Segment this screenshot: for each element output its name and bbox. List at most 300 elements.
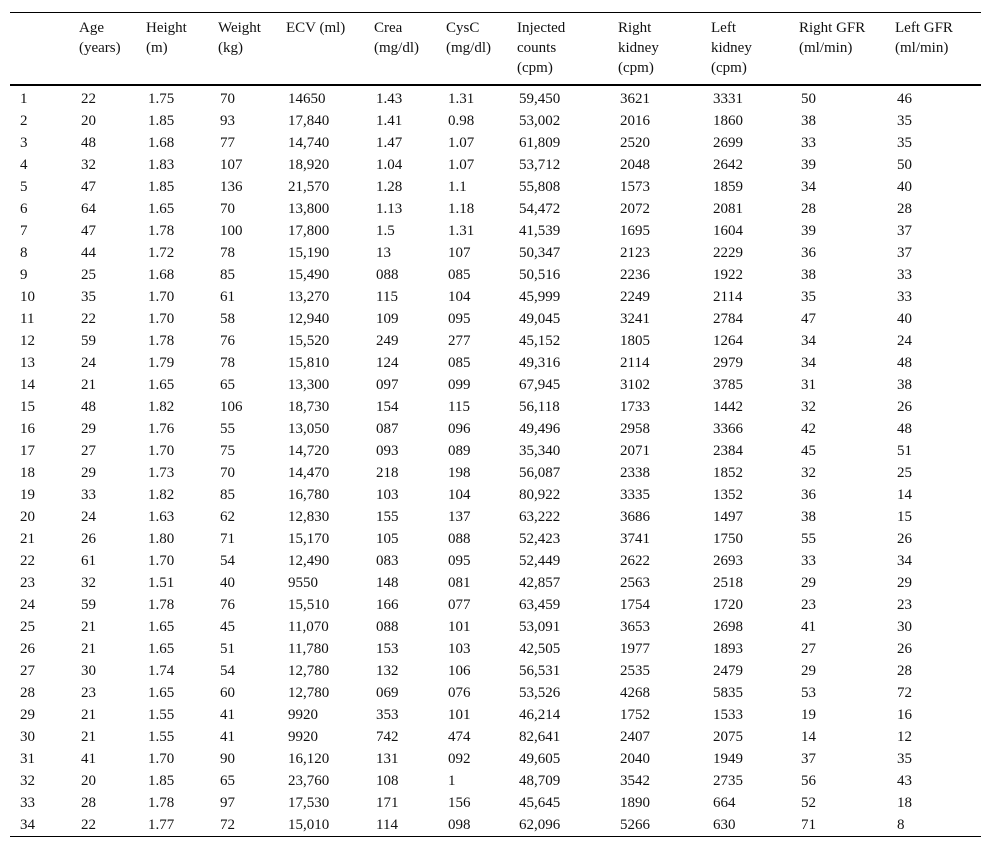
cell-injected-counts: 52,449: [519, 553, 561, 569]
cell-age: 48: [81, 135, 96, 151]
cell-left-gfr: 33: [897, 289, 912, 305]
cell-left-gfr: 28: [897, 201, 912, 217]
cell-age: 27: [81, 443, 96, 459]
table-row: [10, 154, 981, 176]
cell-left-gfr: 35: [897, 135, 912, 151]
cell-left-kidney: 2114: [713, 289, 743, 305]
cell-injected-counts: 42,857: [519, 575, 561, 591]
cell-weight: 107: [220, 157, 243, 173]
column-header-left-kidney: [703, 13, 791, 86]
cell-right-gfr: 41: [801, 619, 816, 635]
cell-left-gfr: 50: [897, 157, 912, 173]
cell-row-index: 19: [20, 487, 35, 503]
cell-right-gfr: 53: [801, 685, 816, 701]
table-row: [10, 220, 981, 242]
cell-crea: 132: [376, 663, 399, 679]
table-row: [10, 396, 981, 418]
cell-ecv: 17,800: [288, 223, 330, 239]
cell-height: 1.65: [148, 685, 175, 701]
cell-row-index: 34: [10, 814, 71, 837]
cell-right-gfr: 31: [801, 377, 816, 393]
cell-left-kidney: 1949: [713, 751, 743, 767]
column-header-right-gfr: [791, 13, 887, 86]
cell-height: 1.83: [148, 157, 175, 173]
cell-height: 1.70: [148, 311, 175, 327]
cell-ecv: 17,840: [288, 113, 330, 129]
cell-right-kidney: 2236: [620, 267, 650, 283]
table-row: [10, 110, 981, 132]
cell-left-kidney: 1852: [713, 465, 743, 481]
cell-crea: 108: [376, 773, 399, 789]
cell-row-index: 1: [20, 91, 28, 107]
cell-right-gfr: 36: [801, 487, 816, 503]
cell-cysc: 1: [448, 773, 456, 789]
cell-ecv: 15,170: [288, 531, 330, 547]
cell-right-gfr: 32: [801, 465, 816, 481]
cell-weight: 41: [220, 707, 235, 723]
cell-age: 59: [81, 597, 96, 613]
table-row: [10, 198, 981, 220]
cell-ecv: 13,050: [288, 421, 330, 437]
cell-weight: 40: [220, 575, 235, 591]
cell-row-index: 10: [20, 289, 35, 305]
cell-age: 61: [81, 553, 96, 569]
column-header-line: (ml/min): [799, 40, 853, 56]
cell-age: 20: [81, 773, 96, 789]
cell-height: 1.78: [148, 223, 175, 239]
cell-ecv: 16,780: [288, 487, 330, 503]
table-row: [10, 792, 981, 814]
cell-cysc: 081: [448, 575, 471, 591]
cell-right-gfr: 34: [801, 355, 816, 371]
cell-ecv: 12,780: [288, 663, 330, 679]
cell-left-kidney: 664: [713, 795, 736, 811]
cell-height: 1.72: [148, 245, 175, 261]
table-row: [10, 528, 981, 550]
cell-right-kidney: 3686: [620, 509, 650, 525]
cell-height: 1.75: [148, 91, 175, 107]
cell-left-gfr: 26: [897, 531, 912, 547]
cell-crea: 1.28: [376, 179, 403, 195]
cell-cysc: 088: [448, 531, 471, 547]
patient-gfr-table: [10, 12, 981, 837]
cell-crea: 153: [376, 641, 399, 657]
cell-right-gfr: 36: [801, 245, 816, 261]
cell-right-kidney: 2114: [620, 355, 650, 371]
cell-age: 47: [81, 223, 96, 239]
cell-ecv: 13,270: [288, 289, 330, 305]
cell-crea: 742: [376, 729, 399, 745]
table-row: [10, 638, 981, 660]
cell-height: 1.68: [148, 267, 175, 283]
cell-crea: 353: [376, 707, 399, 723]
cell-age: 59: [81, 333, 96, 349]
cell-weight: 90: [220, 751, 235, 767]
cell-weight: 70: [220, 91, 235, 107]
cell-age: 47: [81, 179, 96, 195]
cell-ecv: 21,570: [288, 179, 330, 195]
cell-ecv: 12,490: [288, 553, 330, 569]
cell-age: 48: [81, 399, 96, 415]
cell-left-gfr: 43: [897, 773, 912, 789]
cell-row-index: 11: [20, 311, 35, 327]
cell-left-kidney: 3366: [713, 421, 743, 437]
cell-row-index: 21: [20, 531, 35, 547]
cell-left-kidney: 2693: [713, 553, 743, 569]
cell-weight: 62: [220, 509, 235, 525]
cell-injected-counts: 54,472: [519, 201, 561, 217]
cell-weight: 70: [220, 465, 235, 481]
cell-left-gfr: 37: [897, 223, 912, 239]
cell-cysc: 277: [448, 333, 471, 349]
cell-crea: 105: [376, 531, 399, 547]
cell-right-gfr: 19: [801, 707, 816, 723]
cell-left-gfr: 8: [887, 814, 981, 837]
cell-height: 1.85: [148, 113, 175, 129]
cell-crea: 166: [376, 597, 399, 613]
cell-row-index: 2: [20, 113, 28, 129]
cell-age: 44: [81, 245, 96, 261]
table-row: [10, 770, 981, 792]
cell-height: 1.65: [148, 201, 175, 217]
table-header: [10, 13, 981, 86]
cell-injected-counts: 35,340: [519, 443, 561, 459]
table-row: [10, 748, 981, 770]
column-header-age: [71, 13, 138, 86]
cell-weight: 76: [220, 333, 235, 349]
column-header-ecv: [278, 13, 366, 86]
cell-age: 35: [81, 289, 96, 305]
cell-left-gfr: 18: [897, 795, 912, 811]
table-row: [10, 85, 981, 110]
table-row: [10, 660, 981, 682]
cell-cysc: 104: [448, 289, 471, 305]
cell-height: 1.78: [148, 795, 175, 811]
cell-age: 29: [81, 421, 96, 437]
column-header-line: Left: [711, 20, 736, 36]
cell-row-index: 13: [20, 355, 35, 371]
table-row: [10, 506, 981, 528]
cell-height: 1.74: [148, 663, 175, 679]
cell-left-kidney: 2384: [713, 443, 743, 459]
cell-height: 1.51: [148, 575, 175, 591]
table-row: [10, 704, 981, 726]
cell-weight: 65: [220, 377, 235, 393]
cell-right-kidney: 2958: [620, 421, 650, 437]
cell-row-index: 32: [20, 773, 35, 789]
cell-cysc: 1.31: [448, 91, 475, 107]
cell-crea: 218: [376, 465, 399, 481]
cell-row-index: 5: [20, 179, 28, 195]
cell-ecv: 14,740: [288, 135, 330, 151]
cell-left-gfr: 26: [897, 399, 912, 415]
table-row: [10, 176, 981, 198]
cell-right-kidney: 3741: [620, 531, 650, 547]
cell-cysc: 107: [448, 245, 471, 261]
cell-height: 1.78: [148, 597, 175, 613]
cell-weight: 97: [220, 795, 235, 811]
cell-crea: 1.43: [376, 91, 403, 107]
cell-ecv: 23,760: [288, 773, 330, 789]
table-row: [10, 308, 981, 330]
cell-height: 1.70: [148, 289, 175, 305]
cell-left-gfr: 16: [897, 707, 912, 723]
cell-row-index: 31: [20, 751, 35, 767]
cell-ecv: 14650: [288, 91, 326, 107]
cell-weight: 77: [220, 135, 235, 151]
cell-crea: 1.13: [376, 201, 403, 217]
cell-height: 1.70: [148, 751, 175, 767]
table-row: [10, 440, 981, 462]
cell-cysc: 092: [448, 751, 471, 767]
cell-left-gfr: 15: [897, 509, 912, 525]
cell-weight: 93: [220, 113, 235, 129]
cell-cysc: 085: [448, 355, 471, 371]
column-header-line: Weight: [218, 20, 261, 36]
cell-right-kidney: 1695: [620, 223, 650, 239]
cell-right-gfr: 34: [801, 333, 816, 349]
cell-age: 21: [81, 619, 96, 635]
cell-height: 1.63: [148, 509, 175, 525]
column-header-right-kidney: [610, 13, 703, 86]
cell-cysc: 101: [448, 619, 471, 635]
cell-row-index: 12: [20, 333, 35, 349]
cell-left-kidney: 2979: [713, 355, 743, 371]
cell-age: 24: [81, 355, 96, 371]
cell-row-index: 27: [20, 663, 35, 679]
cell-ecv: 15,490: [288, 267, 330, 283]
cell-row-index: 3: [20, 135, 28, 151]
cell-right-gfr: 35: [801, 289, 816, 305]
cell-left-gfr: 30: [897, 619, 912, 635]
table-row: [10, 242, 981, 264]
cell-ecv: 12,830: [288, 509, 330, 525]
cell-cysc: 103: [448, 641, 471, 657]
cell-crea: 088: [376, 267, 399, 283]
cell-crea: 155: [376, 509, 399, 525]
cell-cysc: 115: [448, 399, 470, 415]
column-header-line: Height: [146, 20, 187, 36]
cell-injected-counts: 53,091: [519, 619, 561, 635]
cell-right-kidney: 2520: [620, 135, 650, 151]
cell-weight: 65: [220, 773, 235, 789]
cell-injected-counts: 67,945: [519, 377, 561, 393]
cell-left-kidney: 2229: [713, 245, 743, 261]
cell-crea: 109: [376, 311, 399, 327]
cell-left-gfr: 28: [897, 663, 912, 679]
cell-row-index: 25: [20, 619, 35, 635]
cell-injected-counts: 82,641: [519, 729, 561, 745]
cell-crea: 093: [376, 443, 399, 459]
cell-cysc: 156: [448, 795, 471, 811]
data-table-container: [10, 12, 981, 837]
cell-right-kidney: 1573: [620, 179, 650, 195]
cell-row-index: 30: [20, 729, 35, 745]
cell-injected-counts: 48,709: [519, 773, 561, 789]
cell-ecv: 15,810: [288, 355, 330, 371]
column-header-height: [138, 13, 210, 86]
cell-left-kidney: 2518: [713, 575, 743, 591]
column-header-line: (cpm): [618, 60, 654, 76]
cell-crea: 088: [376, 619, 399, 635]
cell-right-gfr: 38: [801, 267, 816, 283]
cell-injected-counts: 80,922: [519, 487, 561, 503]
cell-age: 30: [81, 663, 96, 679]
cell-height: 1.80: [148, 531, 175, 547]
table-row: [10, 594, 981, 616]
table-row: [10, 814, 981, 837]
column-header-line: (cpm): [711, 60, 747, 76]
cell-cysc: 106: [448, 663, 471, 679]
cell-injected-counts: 53,002: [519, 113, 561, 129]
cell-injected-counts: 52,423: [519, 531, 561, 547]
cell-age: 32: [81, 575, 96, 591]
cell-height: 1.85: [148, 179, 175, 195]
cell-crea: 1.5: [376, 223, 395, 239]
cell-right-gfr: 55: [801, 531, 816, 547]
cell-left-kidney: 1922: [713, 267, 743, 283]
cell-injected-counts: 56,118: [519, 399, 560, 415]
cell-crea: 114: [366, 814, 438, 837]
cell-ecv: 17,530: [288, 795, 330, 811]
cell-right-kidney: 3621: [620, 91, 650, 107]
cell-left-kidney: 1893: [713, 641, 743, 657]
cell-left-gfr: 38: [897, 377, 912, 393]
cell-injected-counts: 46,214: [519, 707, 561, 723]
cell-height: 1.65: [148, 377, 175, 393]
cell-left-gfr: 34: [897, 553, 912, 569]
cell-left-kidney: 2698: [713, 619, 743, 635]
table-row: [10, 616, 981, 638]
cell-age: 64: [81, 201, 96, 217]
cell-left-kidney: 2075: [713, 729, 743, 745]
cell-right-kidney: 1733: [620, 399, 650, 415]
cell-ecv: 12,780: [288, 685, 330, 701]
table-row: [10, 352, 981, 374]
cell-ecv: 13,300: [288, 377, 330, 393]
cell-right-kidney: 3241: [620, 311, 650, 327]
cell-weight: 55: [220, 421, 235, 437]
column-header-left-gfr: [887, 13, 981, 86]
cell-crea: 154: [376, 399, 399, 415]
cell-row-index: 8: [20, 245, 28, 261]
cell-right-kidney: 4268: [620, 685, 650, 701]
cell-ecv: 11,780: [288, 641, 329, 657]
cell-crea: 1.41: [376, 113, 403, 129]
cell-crea: 249: [376, 333, 399, 349]
cell-cysc: 076: [448, 685, 471, 701]
cell-right-gfr: 28: [801, 201, 816, 217]
cell-height: 1.65: [148, 641, 175, 657]
cell-left-kidney: 2081: [713, 201, 743, 217]
cell-weight: 51: [220, 641, 235, 657]
cell-right-gfr: 14: [801, 729, 816, 745]
column-header-line: (mg/dl): [374, 40, 419, 56]
cell-right-kidney: 2016: [620, 113, 650, 129]
cell-left-kidney: 2699: [713, 135, 743, 151]
cell-injected-counts: 63,222: [519, 509, 561, 525]
cell-crea: 087: [376, 421, 399, 437]
cell-height: 1.55: [148, 707, 175, 723]
cell-injected-counts: 49,496: [519, 421, 561, 437]
cell-ecv: 11,070: [288, 619, 329, 635]
cell-age: 32: [81, 157, 96, 173]
table-row: [10, 550, 981, 572]
cell-weight: 70: [220, 201, 235, 217]
cell-cysc: 1.1: [448, 179, 467, 195]
cell-right-kidney: 1890: [620, 795, 650, 811]
cell-injected-counts: 53,526: [519, 685, 561, 701]
cell-right-gfr: 45: [801, 443, 816, 459]
table-row: [10, 330, 981, 352]
cell-row-index: 6: [20, 201, 28, 217]
cell-left-gfr: 26: [897, 641, 912, 657]
cell-weight: 75: [220, 443, 235, 459]
cell-right-kidney: 2249: [620, 289, 650, 305]
cell-age: 22: [81, 91, 96, 107]
cell-left-kidney: 2735: [713, 773, 743, 789]
cell-left-kidney: 3331: [713, 91, 743, 107]
cell-injected-counts: 41,539: [519, 223, 561, 239]
cell-weight: 78: [220, 245, 235, 261]
cell-left-kidney: 1604: [713, 223, 743, 239]
cell-injected-counts: 61,809: [519, 135, 561, 151]
column-header-line: Right GFR: [799, 20, 866, 36]
cell-weight: 41: [220, 729, 235, 745]
cell-left-gfr: 25: [897, 465, 912, 481]
cell-left-kidney: 1497: [713, 509, 743, 525]
table-row: [10, 726, 981, 748]
cell-row-index: 33: [20, 795, 35, 811]
cell-crea: 069: [376, 685, 399, 701]
cell-row-index: 17: [20, 443, 35, 459]
cell-right-gfr: 29: [801, 575, 816, 591]
cell-cysc: 077: [448, 597, 471, 613]
cell-row-index: 22: [20, 553, 35, 569]
table-row: [10, 264, 981, 286]
cell-right-kidney: 1977: [620, 641, 650, 657]
cell-right-kidney: 2072: [620, 201, 650, 217]
cell-row-index: 4: [20, 157, 28, 173]
column-header-line: (ml/min): [895, 40, 949, 56]
cell-row-index: 24: [20, 597, 35, 613]
cell-ecv: 15,520: [288, 333, 330, 349]
cell-age: 20: [81, 113, 96, 129]
cell-ecv: 15,190: [288, 245, 330, 261]
cell-right-kidney: 1754: [620, 597, 650, 613]
cell-ecv: 15,010: [278, 814, 366, 837]
cell-left-gfr: 35: [897, 113, 912, 129]
cell-ecv: 13,800: [288, 201, 330, 217]
cell-right-kidney: 2622: [620, 553, 650, 569]
column-header-line: ECV (ml): [286, 20, 346, 36]
column-header-weight: [210, 13, 278, 86]
cell-weight: 85: [220, 487, 235, 503]
cell-right-kidney: 2071: [620, 443, 650, 459]
cell-crea: 083: [376, 553, 399, 569]
cell-left-gfr: 40: [897, 179, 912, 195]
cell-cysc: 096: [448, 421, 471, 437]
cell-weight: 58: [220, 311, 235, 327]
cell-row-index: 16: [20, 421, 35, 437]
cell-right-gfr: 34: [801, 179, 816, 195]
cell-height: 1.55: [148, 729, 175, 745]
cell-weight: 85: [220, 267, 235, 283]
cell-right-gfr: 29: [801, 663, 816, 679]
cell-injected-counts: 45,152: [519, 333, 561, 349]
cell-cysc: 1.18: [448, 201, 475, 217]
column-header-line: Crea: [374, 20, 403, 36]
